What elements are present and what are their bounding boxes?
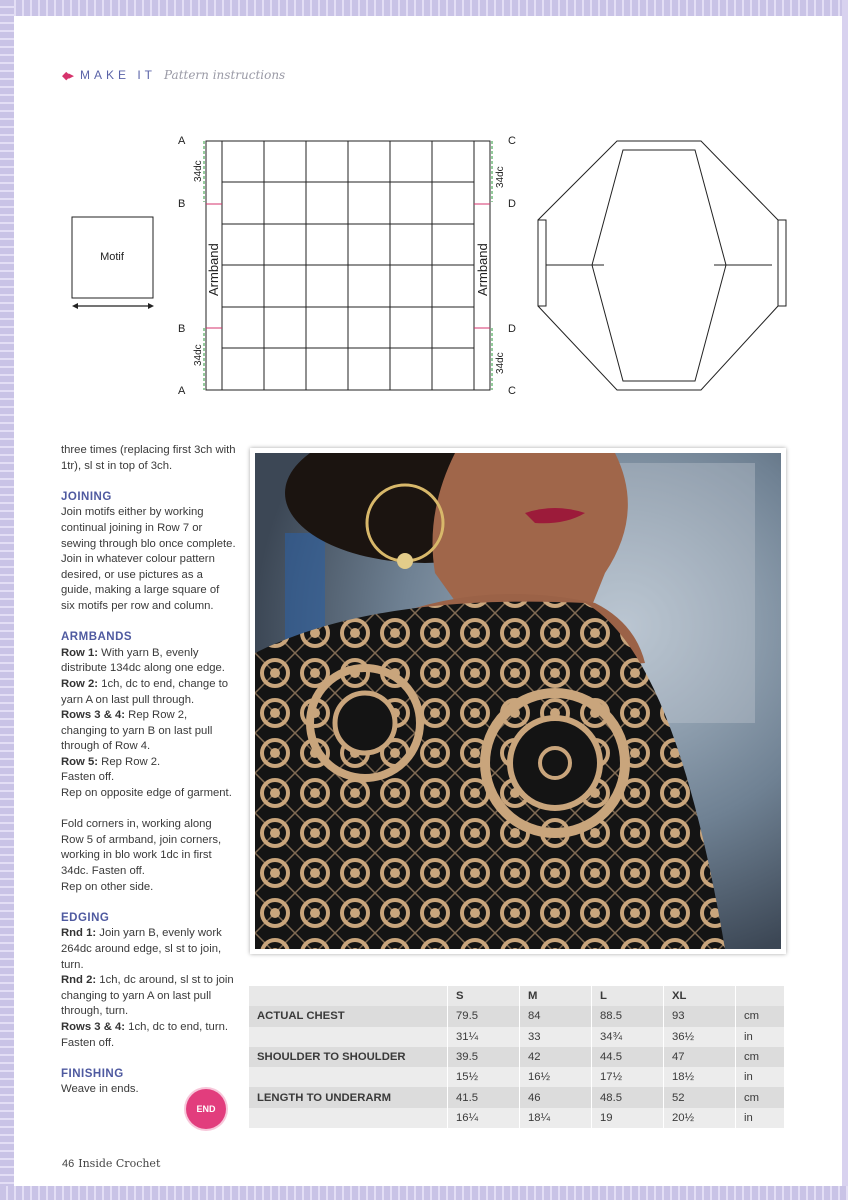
instructions-column bbox=[61, 443, 236, 1098]
assembled-garment-diagram bbox=[538, 141, 786, 390]
row-label: Rnd 2: bbox=[61, 974, 97, 987]
intro-text: three times (replacing first 3ch with 1tr), sl st in top of 3ch. bbox=[61, 444, 236, 472]
table-header-cell bbox=[249, 986, 448, 1006]
table-cell bbox=[249, 1108, 448, 1128]
table-row bbox=[249, 1108, 785, 1128]
table-cell: 33 bbox=[520, 1027, 592, 1047]
double-arrow-icon: ◆▸ bbox=[62, 69, 72, 82]
armbands-row-2 bbox=[61, 677, 236, 708]
table-cell: 42 bbox=[520, 1047, 592, 1067]
heading-edging: EDGING bbox=[61, 911, 110, 924]
table-cell: 18½ bbox=[664, 1067, 736, 1087]
row-label: Rows 3 & 4: bbox=[61, 1020, 126, 1033]
table-cell: LENGTH TO UNDERARM bbox=[249, 1087, 448, 1107]
table-cell: in bbox=[736, 1027, 785, 1047]
table-cell: 41.5 bbox=[448, 1087, 520, 1107]
page-border-top bbox=[0, 0, 848, 16]
table-row bbox=[249, 1006, 785, 1026]
table-cell: 88.5 bbox=[592, 1006, 664, 1026]
row-text: With yarn B, evenly distribute 134dc along one edge. bbox=[61, 646, 225, 675]
corner-label: C bbox=[508, 135, 516, 147]
table-row bbox=[249, 1087, 785, 1107]
page-border-left bbox=[0, 0, 14, 1200]
stitch-count-label: 34dc bbox=[495, 166, 506, 188]
corner-label: D bbox=[508, 198, 516, 210]
table-cell: 46 bbox=[520, 1087, 592, 1107]
table-cell: cm bbox=[736, 1087, 785, 1107]
row-label: Row 1: bbox=[61, 646, 99, 659]
table-cell: 34¾ bbox=[592, 1027, 664, 1047]
table-cell: in bbox=[736, 1108, 785, 1128]
page-footer bbox=[62, 1157, 160, 1170]
row-label: Rows 3 & 4: bbox=[61, 709, 126, 722]
motif-label: Motif bbox=[100, 251, 124, 263]
row-text: Rep Row 2, changing to yarn B on last pull through of Row 4. bbox=[61, 709, 213, 753]
page-border-right bbox=[842, 0, 848, 1200]
edging-fasten: Fasten off. bbox=[61, 1036, 115, 1049]
section-title: MAKE IT bbox=[79, 68, 156, 82]
joining-text: Join in whatever colour pattern desired, or use pictures as a guide, making a large square of six motifs per row and column. bbox=[61, 553, 220, 612]
table-cell: 18¼ bbox=[520, 1108, 592, 1128]
corner-label: C bbox=[508, 385, 516, 397]
armbands-row-5 bbox=[61, 755, 236, 771]
table-header-cell: XL bbox=[664, 986, 736, 1006]
row-label: Row 2: bbox=[61, 677, 99, 690]
magazine-title: Inside Crochet bbox=[78, 1157, 161, 1170]
table-cell: cm bbox=[736, 1047, 785, 1067]
row-label: Row 5: bbox=[61, 755, 99, 768]
stitch-count-label: 34dc bbox=[193, 344, 204, 366]
armbands-row-1 bbox=[61, 646, 236, 677]
heading-finishing: FINISHING bbox=[61, 1067, 124, 1080]
table-row bbox=[249, 1067, 785, 1087]
edging-rnd-2 bbox=[61, 973, 236, 1020]
size-chart-table bbox=[249, 986, 785, 1128]
table-header-cell: M bbox=[520, 986, 592, 1006]
armband-label-right: Armband bbox=[475, 243, 490, 296]
table-header-row bbox=[249, 986, 785, 1006]
page-border-bottom bbox=[0, 1186, 848, 1200]
table-cell: 39.5 bbox=[448, 1047, 520, 1067]
table-row bbox=[249, 1027, 785, 1047]
armbands-rep: Rep on opposite edge of garment. bbox=[61, 787, 232, 800]
row-text: 1ch, dc to end, turn. bbox=[128, 1020, 229, 1033]
stitch-count-label: 34dc bbox=[193, 160, 204, 182]
table-cell: 52 bbox=[664, 1087, 736, 1107]
heading-joining: JOINING bbox=[61, 490, 112, 503]
motif-grid bbox=[222, 141, 474, 390]
table-cell: 84 bbox=[520, 1006, 592, 1026]
end-badge: END bbox=[186, 1089, 226, 1129]
armbands-fold: Fold corners in, working along Row 5 of armband, join corners, working in blo work 1dc in first 34dc. Fasten off. bbox=[61, 818, 222, 878]
section-header bbox=[62, 68, 285, 82]
corner-label: A bbox=[178, 385, 186, 397]
joining-text: Join motifs either by working continual joining in Row 7 or sewing through blo once complete. bbox=[61, 506, 236, 550]
table-cell: cm bbox=[736, 1006, 785, 1026]
stitch-count-label: 34dc bbox=[495, 352, 506, 374]
table-cell: SHOULDER TO SHOULDER bbox=[249, 1047, 448, 1067]
table-cell: 48.5 bbox=[592, 1087, 664, 1107]
table-cell: 47 bbox=[664, 1047, 736, 1067]
row-text: 1ch, dc around, sl st to join changing to yarn A on last pull through, turn. bbox=[61, 974, 234, 1018]
table-cell: 19 bbox=[592, 1108, 664, 1128]
table-cell bbox=[249, 1067, 448, 1087]
table-header-cell: L bbox=[592, 986, 664, 1006]
row-text: Join yarn B, evenly work 264dc around edge, sl st to join, turn. bbox=[61, 927, 222, 971]
table-cell: 17½ bbox=[592, 1067, 664, 1087]
heading-armbands: ARMBANDS bbox=[61, 631, 133, 644]
armbands-row-3-4 bbox=[61, 708, 236, 755]
armbands-rep-other: Rep on other side. bbox=[61, 880, 154, 893]
armbands-fasten: Fasten off. bbox=[61, 771, 115, 784]
table-cell: ACTUAL CHEST bbox=[249, 1006, 448, 1026]
table-cell: 36½ bbox=[664, 1027, 736, 1047]
row-label: Rnd 1: bbox=[61, 927, 97, 940]
table-cell bbox=[249, 1027, 448, 1047]
row-text: Rep Row 2. bbox=[101, 755, 161, 768]
table-cell: 93 bbox=[664, 1006, 736, 1026]
table-row bbox=[249, 1047, 785, 1067]
table-header-cell: S bbox=[448, 986, 520, 1006]
corner-label: A bbox=[178, 135, 186, 147]
table-cell: 16¼ bbox=[448, 1108, 520, 1128]
corner-label: B bbox=[178, 198, 186, 210]
table-cell: 15½ bbox=[448, 1067, 520, 1087]
finishing-text: Weave in ends. bbox=[61, 1083, 139, 1096]
table-cell: 79.5 bbox=[448, 1006, 520, 1026]
model-photo bbox=[250, 448, 786, 954]
page-number: 46 bbox=[62, 1158, 75, 1170]
table-cell: 16½ bbox=[520, 1067, 592, 1087]
table-header-cell bbox=[736, 986, 785, 1006]
row-text: 1ch, dc to end, change to yarn A on last pull through. bbox=[61, 677, 229, 706]
construction-diagram bbox=[60, 128, 800, 403]
section-subtitle: Pattern instructions bbox=[164, 68, 286, 82]
table-cell: 31¼ bbox=[448, 1027, 520, 1047]
armband-label-left: Armband bbox=[206, 243, 221, 296]
corner-label: B bbox=[178, 323, 186, 335]
table-cell: in bbox=[736, 1067, 785, 1087]
corner-label: D bbox=[508, 323, 516, 335]
edging-rows-3-4 bbox=[61, 1020, 236, 1036]
table-cell: 44.5 bbox=[592, 1047, 664, 1067]
table-cell: 20½ bbox=[664, 1108, 736, 1128]
edging-rnd-1 bbox=[61, 926, 236, 973]
